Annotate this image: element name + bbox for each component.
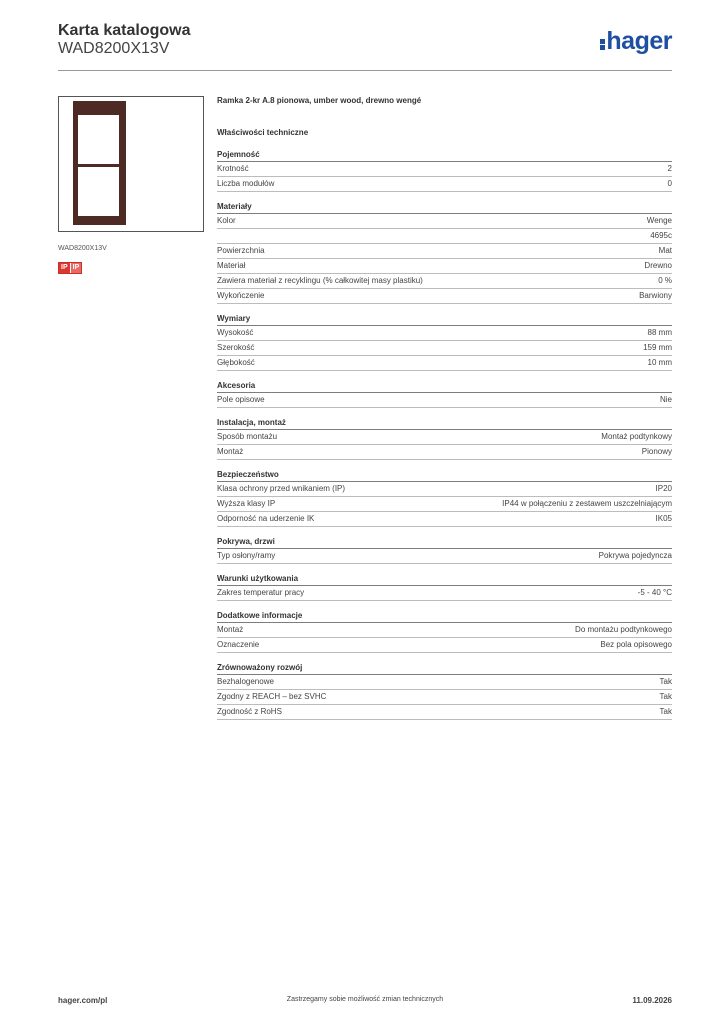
property-label: Materiał [217,261,246,270]
property-row [217,705,672,720]
property-label: Liczba modułów [217,179,275,188]
document-title: Karta katalogowa [58,22,191,39]
property-label: Głębokość [217,358,255,367]
property-row [217,214,672,229]
property-value: Mat [658,246,672,255]
section-heading: Materiały [217,199,672,214]
logo-dot-icon [600,39,605,44]
footer-site[interactable]: hager.com/pl [58,996,108,1005]
property-row [217,259,672,274]
property-label: Wyższa klasy IP [217,499,276,508]
footer-date: 11.09.2026 [632,996,672,1005]
property-label: Powierzchnia [217,246,265,255]
property-label: Wykończenie [217,291,265,300]
property-row [217,690,672,705]
property-row [217,430,672,445]
property-value: Nie [659,395,672,404]
property-value: 4695c [650,231,672,240]
ip-badge-part: IP [61,264,68,271]
section-heading: Wymiary [217,311,672,326]
property-label: Krotność [217,164,249,173]
property-value: Wenge [646,216,672,225]
property-value: Tak [659,707,672,716]
frame-illustration [73,101,126,225]
image-caption: WAD8200X13V [58,245,107,252]
property-value: Tak [659,692,672,701]
property-value: Pionowy [641,447,672,456]
section-heading: Warunki użytkowania [217,571,672,586]
property-label: Klasa ochrony przed wnikaniem (IP) [217,484,346,493]
product-code: WAD8200X13V [58,40,170,57]
property-row [217,675,672,690]
property-value: IP20 [655,484,672,493]
property-row [217,586,672,601]
property-row [217,497,672,512]
property-value: Drewno [644,261,672,270]
property-label: Montaż [217,447,244,456]
property-value: Montaż podtynkowy [601,432,672,441]
product-sidebar [58,96,206,274]
property-label: Kolor [217,216,236,225]
logo-text: hager [606,27,672,55]
property-value: Tak [659,677,672,686]
property-label: Oznaczenie [217,640,260,649]
property-label: Zgodność z RoHS [217,707,282,716]
section-heading: Dodatkowe informacje [217,608,672,623]
property-row [217,341,672,356]
property-value: -5 - 40 °C [637,588,672,597]
logo-dot-icon [600,45,605,50]
frame-opening-bottom [78,167,119,216]
property-value: Pokrywa pojedyncza [598,551,672,560]
property-label: Sposób montażu [217,432,278,441]
product-image [58,96,204,232]
footer-notice: Zastrzegamy sobie możliwość zmian technicznych [286,996,444,1003]
property-label: Zawiera materiał z recyklingu (% całkowitej masy plastiku) [217,276,423,285]
property-value: IP44 w połączeniu z zestawem uszczelniającym [502,499,672,508]
hager-logo [600,27,672,56]
property-row [217,162,672,177]
property-value: IK05 [655,514,672,523]
property-value: 0 % [658,276,672,285]
property-row [217,244,672,259]
properties-title: Właściwości techniczne [217,128,309,137]
property-row [217,393,672,408]
section-heading: Pokrywa, drzwi [217,534,672,549]
property-value: 10 mm [647,358,672,367]
property-value: Bez pola opisowego [600,640,672,649]
property-row [217,512,672,527]
section-heading: Zrównoważony rozwój [217,660,672,675]
property-row [217,638,672,653]
property-row [217,356,672,371]
property-row [217,326,672,341]
ip-badge-icon [58,262,82,274]
property-value: 159 mm [643,343,672,352]
property-row [217,229,672,244]
section-heading: Bezpieczeństwo [217,467,672,482]
section-heading: Instalacja, montaż [217,415,672,430]
product-description: Ramka 2-kr A.8 pionowa, umber wood, drewno wengé [217,96,422,105]
property-label: Zakres temperatur pracy [217,588,305,597]
property-row [217,289,672,304]
property-value: 0 [667,179,672,188]
property-label: Odporność na uderzenie IK [217,514,315,523]
ip-badge-part: IP [70,263,82,273]
property-value: 2 [667,164,672,173]
technical-content [217,96,672,720]
property-value: 88 mm [647,328,672,337]
page-header [58,20,672,71]
property-row [217,274,672,289]
property-label: Wysokość [217,328,254,337]
property-label: Montaż [217,625,244,634]
property-sections [217,147,672,720]
property-label: Typ osłony/ramy [217,551,276,560]
section-heading: Pojemność [217,147,672,162]
property-label: Zgodny z REACH – bez SVHC [217,692,327,701]
property-row [217,549,672,564]
property-row [217,623,672,638]
frame-opening-top [78,115,119,164]
property-row [217,177,672,192]
property-label: Szerokość [217,343,255,352]
property-label: Pole opisowe [217,395,265,404]
section-heading: Akcesoria [217,378,672,393]
property-row [217,445,672,460]
property-value: Do montażu podtynkowego [575,625,672,634]
property-value: Barwiony [639,291,672,300]
property-label: Bezhalogenowe [217,677,274,686]
property-row [217,482,672,497]
